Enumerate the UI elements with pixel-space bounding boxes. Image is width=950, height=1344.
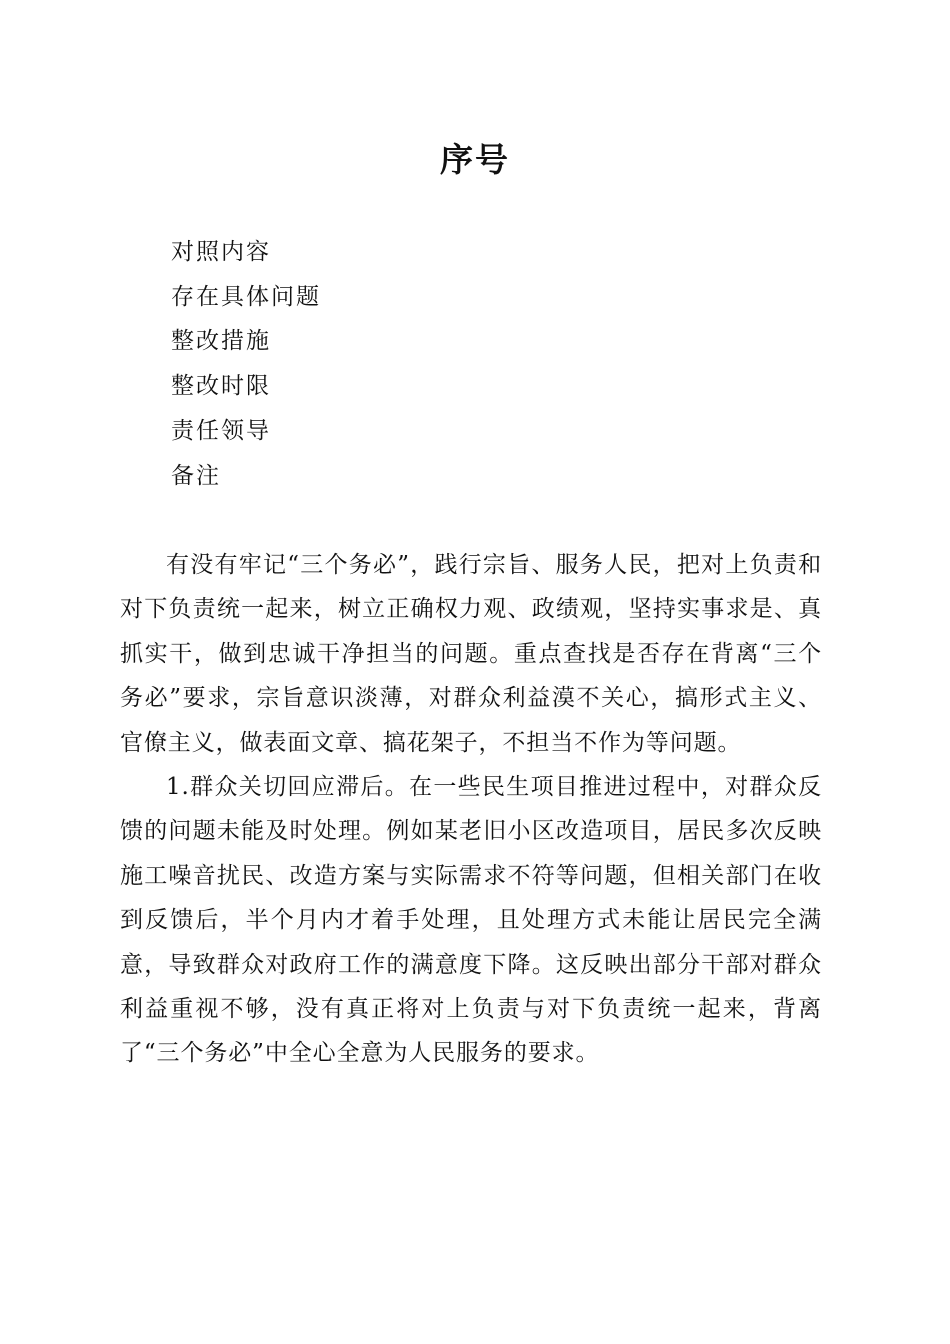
body-text (120, 543, 822, 1076)
field-item-rectification-deadline: 整改时限 (171, 373, 271, 400)
field-item-responsible-leader: 责任领导 (171, 417, 271, 444)
field-item-specific-problems: 存在具体问题 (171, 283, 321, 310)
paragraph-item-1: 1.群众关切回应滞后。在一些民生项目推进过程中，对群众反馈的问题未能及时处理。例如某老旧小区改造项目，居民多次反映施工噪音扰民、改造方案与实际需求不符等问题，但相关部门在收到反馈后，半个月内才着手处理，且处理方式未能让居民完全满意，导致群众对政府工作的满意度下降。这反映出部分干部对群众利益重视不够，没有真正将对上负责与对下负责统一起来，背离了“三个务必”中全心全意为人民服务的要求。 (120, 774, 822, 1067)
column-field-list (171, 230, 321, 498)
paragraph-intro: 有没有牢记“三个务必”，践行宗旨、服务人民，把对上负责和对下负责统一起来，树立正确权力观、政绩观，坚持实事求是、真抓实干，做到忠诚干净担当的问题。重点查找是否存在背离“三个务必”要求，宗旨意识淡薄，对群众利益漠不关心，搞形式主义、官僚主义，做表面文章、搞花架子，不担当不作为等问题。 (120, 552, 822, 756)
field-item-comparison-content: 对照内容 (171, 239, 271, 265)
document-title: 序号 (440, 140, 510, 179)
field-item-rectification-measures: 整改措施 (171, 328, 271, 355)
field-item-remarks: 备注 (171, 462, 221, 489)
